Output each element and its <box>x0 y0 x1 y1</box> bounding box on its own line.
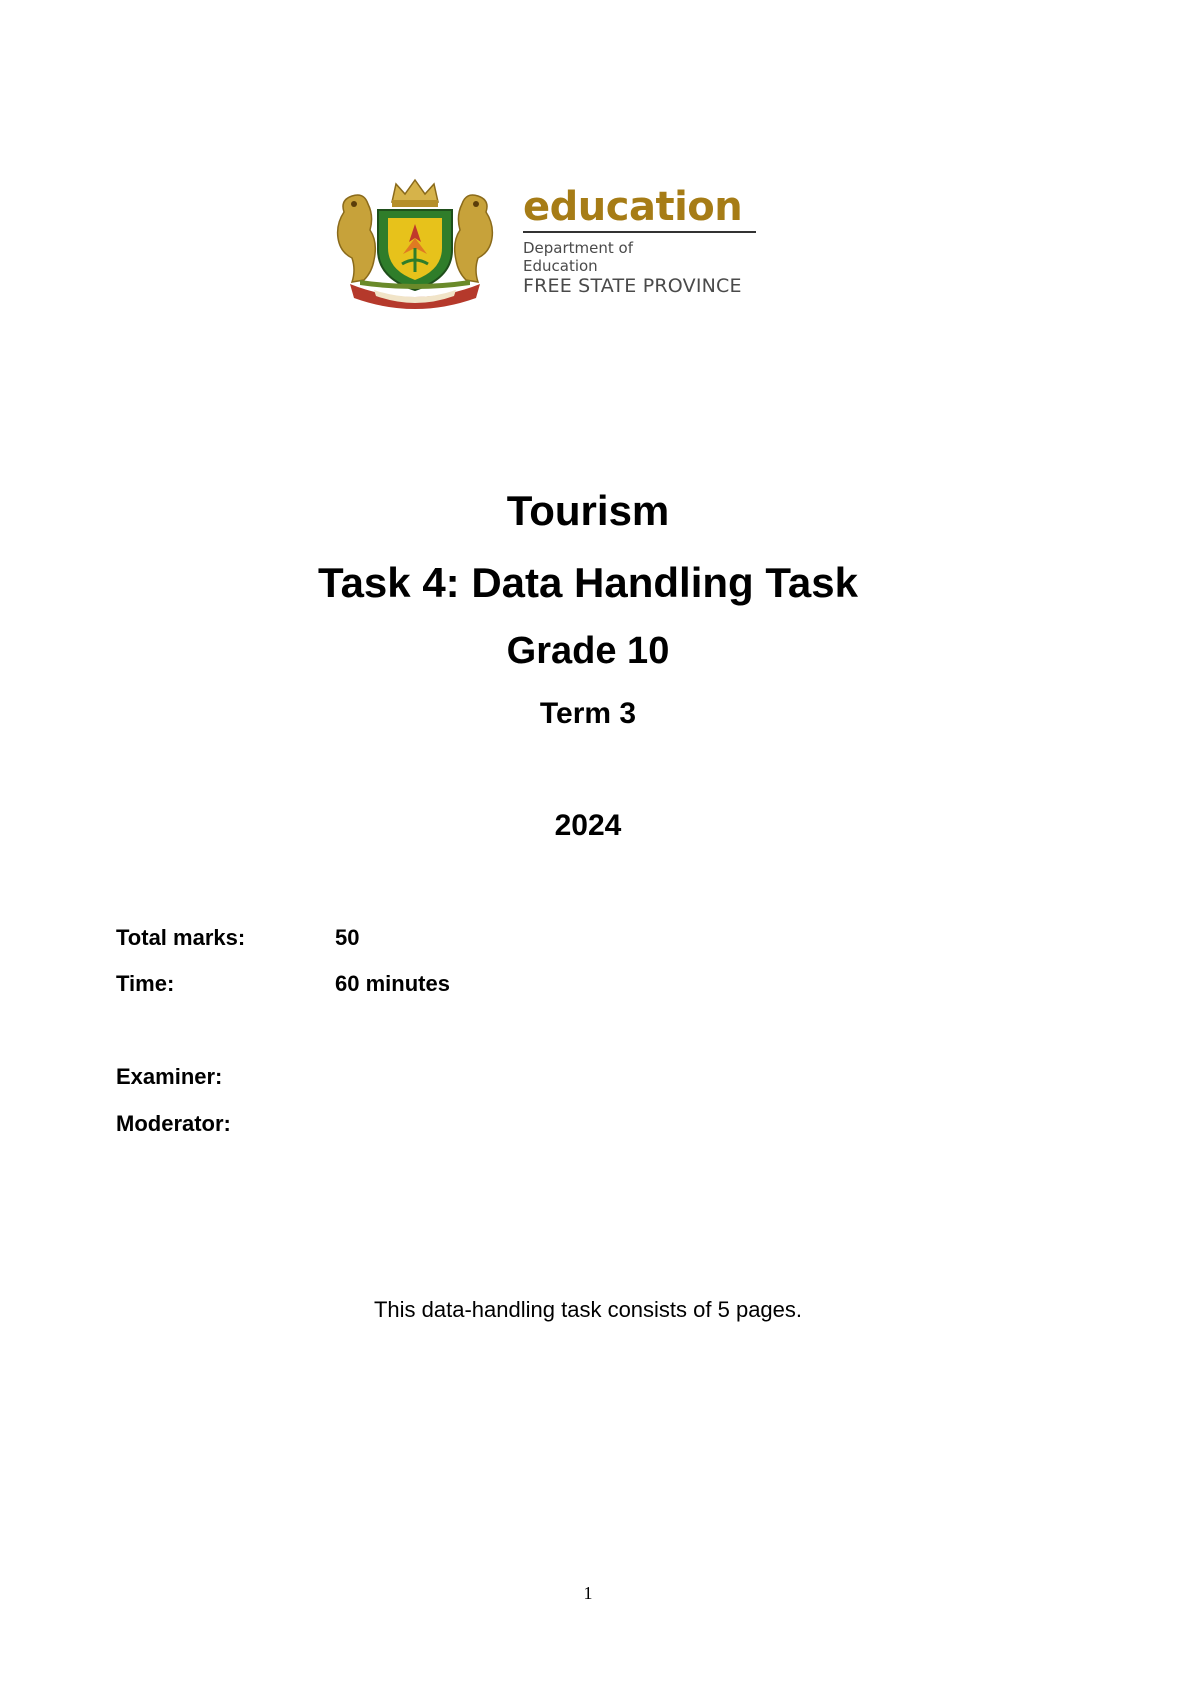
time-label: Time: <box>116 971 175 996</box>
coat-of-arms-icon <box>330 172 500 312</box>
logo-divider <box>523 231 756 233</box>
logo-text <box>523 186 773 298</box>
page-number: 1 <box>583 1583 593 1603</box>
total-marks-value: 50 <box>335 925 360 950</box>
total-marks-label: Total marks: <box>116 925 246 950</box>
grade-title: Grade 10 <box>506 630 670 672</box>
moderator-label: Moderator: <box>116 1111 231 1136</box>
term-title: Term 3 <box>539 697 637 730</box>
logo-line-education: Education <box>523 257 598 275</box>
task-title: Task 4: Data Handling Task <box>318 559 858 606</box>
subject-title: Tourism <box>506 487 670 534</box>
logo-line-department: Department of <box>523 239 633 257</box>
department-logo <box>330 172 770 312</box>
year-title: 2024 <box>554 809 622 842</box>
logo-province: FREE STATE PROVINCE <box>523 275 742 297</box>
examiner-label: Examiner: <box>116 1064 223 1089</box>
page-count-note: This data-handling task consists of 5 pages. <box>373 1297 803 1322</box>
logo-wordmark: education <box>523 184 743 230</box>
time-value: 60 minutes <box>335 971 450 996</box>
